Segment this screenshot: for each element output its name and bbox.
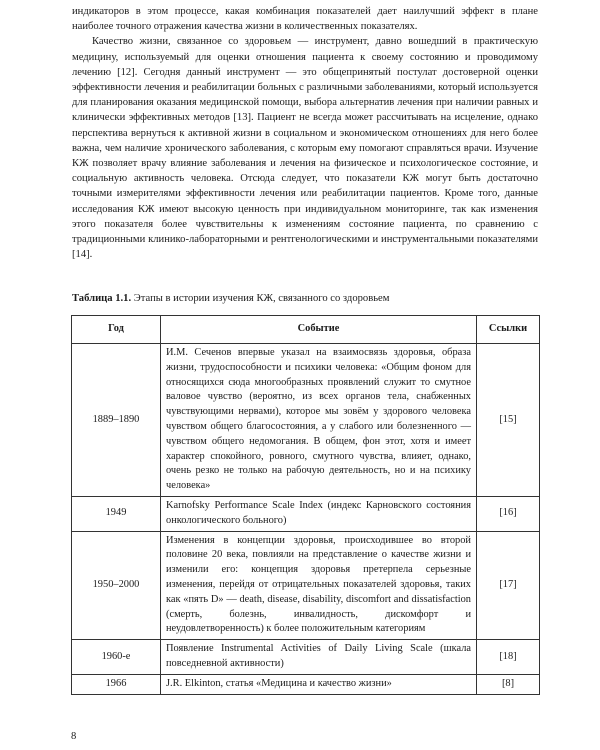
table-caption-text: Этапы в истории изучения КЖ, связанного со здоровьем (133, 293, 390, 304)
table-row (72, 674, 540, 694)
page-number: 8 (71, 731, 77, 742)
row-year: 1950–2000 (72, 531, 161, 640)
table-row (72, 531, 540, 640)
row-event: Karnofsky Performance Scale Index (индекс Карновского состояния онкологического больного) (161, 496, 477, 531)
row-year: 1949 (72, 496, 161, 531)
row-year: 1966 (72, 674, 161, 694)
row-year: 1889–1890 (72, 344, 161, 497)
row-year: 1960-е (72, 640, 161, 675)
row-ref: [8] (477, 674, 540, 694)
row-ref: [15] (477, 344, 540, 497)
row-ref: [16] (477, 496, 540, 531)
row-event: Изменения в концепции здоровья, происходившее во второй половине 20 века, повлияли на представление о качестве жизни и изменили его: концепция здоровья претерпела серьезные изменения, перейдя от отрицательных показателей здоровья, таких как «пять D» — death, disease, disability, discomfort and dissatisfaction (смерть, болезнь, инвалидность, дискомфорт и неудовлетворенность) к более положительным категориям (161, 531, 477, 640)
table-caption-label: Таблица 1.1. (72, 293, 132, 304)
row-ref: [18] (477, 640, 540, 675)
paragraph-continuation: индикаторов в этом процессе, какая комбинация показателей дает наилучший эффект в плане наиболее точного отражения качества жизни в количественных показателях. (72, 6, 538, 33)
table-header-row (72, 316, 540, 344)
table-row (72, 344, 540, 497)
row-event: J.R. Elkinton, статья «Медицина и качество жизни» (161, 674, 477, 694)
header-refs: Ссылки (477, 316, 540, 344)
table-row (72, 640, 540, 675)
header-event: Событие (161, 316, 477, 344)
table-caption (72, 292, 542, 306)
row-event: И.М. Сеченов впервые указал на взаимосвязь здоровья, образа жизни, трудоспособности и психики человека: «Общим фоном для относящихся сюда многообразных проявлений служит то смутное валовое чувство (вероятно, из всех органов тела, снабженных чувствующими нервами), которое мы зовём у здорового человека чувством общего благосостояния, а у слабого или болезненного — чувством общего недомогания. В общем, фон этот, хотя и имеет характер спокойного, ровного, смутного чувства, влияет, однако, очень резко не только на рабочую деятельность, но и на психику человека» (161, 344, 477, 497)
paragraph-quality-of-life: Качество жизни, связанное со здоровьем — инструмент, давно вошедший в практическую медицину, используемый для оценки отношения пациента к своему состоянию и проводимому лечению [12]. Сегодня данный инструмент — это общепринятый постулат достоверной оценки эффективности лечения и реабилитации больных с различными заболеваниями, который используется для планирования оказания медицинской помощи, выбора альтернатив лечения при наличии равных и клинически эффективных методов [13]. Пациент не всегда может рассчитывать на исцеление, однако перспектива вернуться к активной жизни в социальном и экономическом отношениях для него более важна, чем наличие хронического заболевания, с которым ему помогают справляться врачи. Изучение КЖ позволяет врачу влияние заболевания и лечения на физическое и психологическое состояние, и социальную активность человека. Отсюда следует, что показатели КЖ могут быть достаточно точными измерителями эффективности лечения или реабилитации пациентов. Кроме того, данные исследования КЖ имеют высокую ценность при индивидуальном мониторинге, так как изменения этого показателя более чувствительны к изменениям состояние пациента, по сравнению с традиционными клинико-лабораторными и рентгенологическими и инструментальными показателями [14]. (72, 36, 538, 261)
table-row (72, 496, 540, 531)
row-ref: [17] (477, 531, 540, 640)
row-event: Появление Instrumental Activities of Daily Living Scale (шкала повседневной активности) (161, 640, 477, 675)
header-year: Год (72, 316, 161, 344)
history-table (71, 315, 540, 695)
body-text (72, 4, 538, 262)
